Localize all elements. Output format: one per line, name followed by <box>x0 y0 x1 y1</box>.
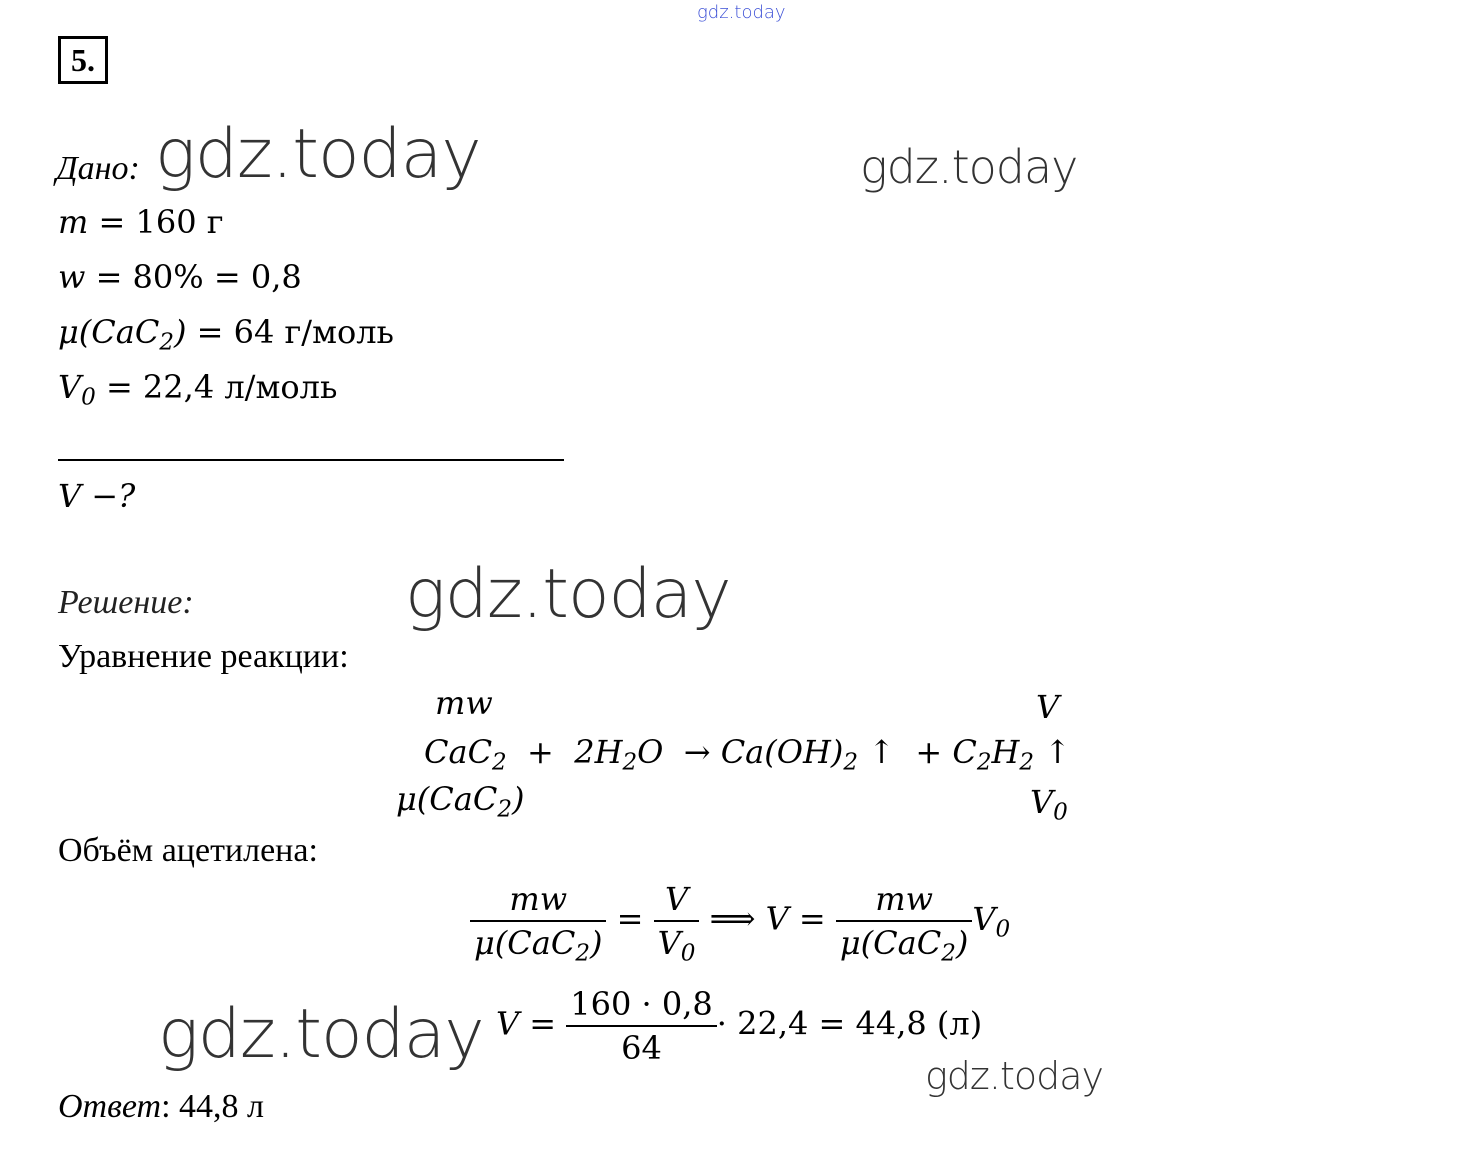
numeric-calculation: V = $\frac{160 \cdot 0,8}{64}$ · 22,4 = 44,8 (л) <box>496 985 983 1067</box>
watermark-5: gdz.today <box>925 1054 1103 1098</box>
v0-value: 22,4 л/моль <box>142 368 338 406</box>
watermark-3: gdz.today <box>405 555 731 634</box>
m-symbol: m <box>58 203 89 241</box>
problem-number: 5. <box>58 36 108 84</box>
mu-expression: μ(CaC$_2$) <box>58 313 187 356</box>
v0-symbol: $V_0$ <box>58 368 96 411</box>
given-mu: μ(CaC$_2$) = 64 г/моль <box>58 313 394 356</box>
given-divider <box>58 459 564 461</box>
answer-value: : 44,8 л <box>161 1088 264 1125</box>
calc-result: · 22,4 = 44,8 (л) <box>716 1004 983 1043</box>
reaction-under-c2h2: $V_0$ <box>1030 783 1068 826</box>
given-m: m = 160 г <box>58 203 224 241</box>
reaction-equation: $CaC_2 + 2H_2O \to Ca(OH)_2$ ↑ + $C_2H_2$ ↑ <box>424 733 1072 776</box>
volume-formula: $\frac{mw}{\mu(CaC_2)}$ = $\frac{V}{V_0}$ ⟹ V = $\frac{mw}{\mu(CaC_2)}$ $V_0$ <box>470 880 1010 962</box>
w-value: 80% = 0,8 <box>132 258 302 296</box>
watermark-top: gdz.today <box>697 2 786 23</box>
mu-value: 64 г/моль <box>233 313 394 351</box>
calc-denominator: 64 <box>566 1025 716 1067</box>
solution-label: Решение: <box>58 584 194 621</box>
reaction-over-cac2: mw <box>435 684 493 722</box>
w-symbol: w <box>58 258 86 296</box>
watermark-1: gdz.today <box>155 115 481 194</box>
answer-label: Ответ <box>58 1088 162 1125</box>
given-w: w = 80% = 0,8 <box>58 258 302 296</box>
watermark-2: gdz.today <box>860 140 1078 194</box>
find-unknown: V −? <box>58 477 136 515</box>
volume-heading: Объём ацетилена: <box>58 832 318 869</box>
given-v0: $V_0 = 22,4$ л/моль <box>58 368 338 411</box>
reaction-heading: Уравнение реакции: <box>58 638 349 675</box>
given-label: Дано: <box>56 150 140 187</box>
watermark-4: gdz.today <box>158 995 484 1074</box>
answer <box>58 1088 264 1126</box>
reaction-under-cac2: μ(CaC$_2$) <box>396 780 525 823</box>
reaction-over-c2h2: V <box>1036 688 1060 726</box>
m-value: 160 г <box>135 203 224 241</box>
calc-numerator: 160 · 0,8 <box>570 985 713 1023</box>
